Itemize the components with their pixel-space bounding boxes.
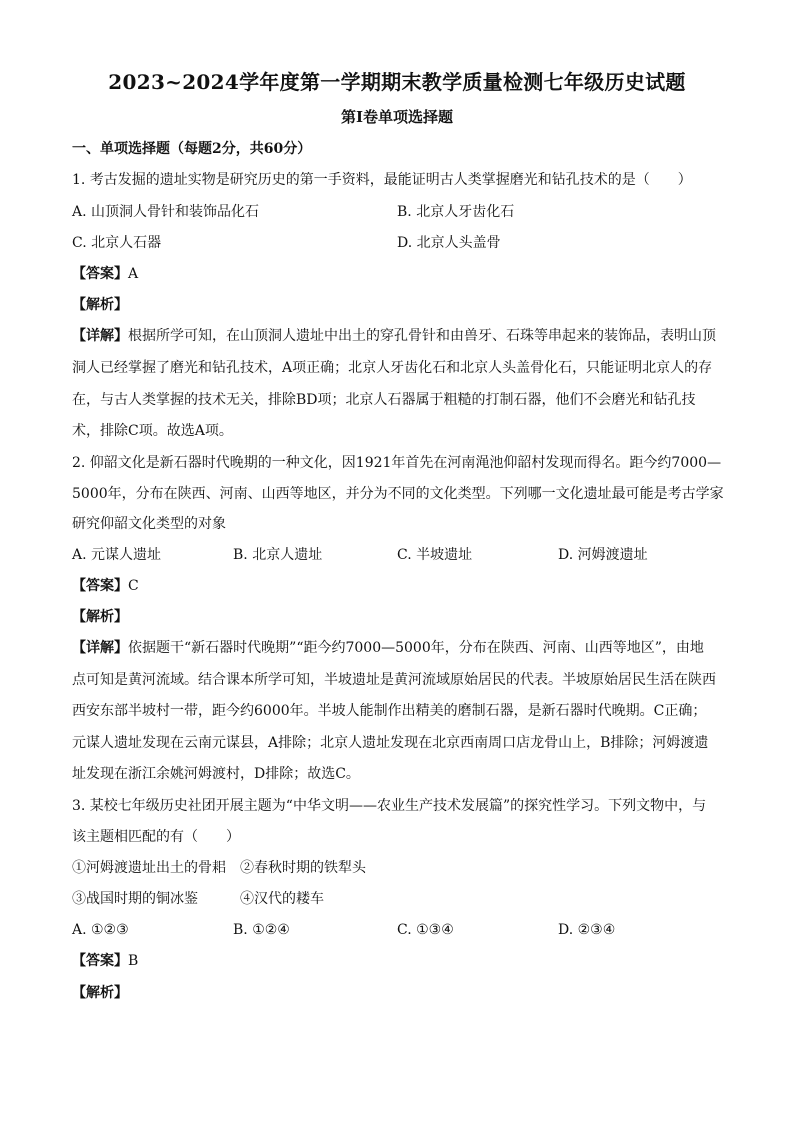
q1-option-d: D. 北京人头盖骨	[397, 235, 501, 251]
q3-items-line-2: ③战国时期的铜冰鉴 ④汉代的耧车	[72, 891, 324, 907]
q2-option-c: C. 半坡遗址	[397, 547, 473, 563]
question-3-stem-line-1: 3. 某校七年级历史社团开展主题为“中华文明——农业生产技术发展篇”的探究性学习。下列文物中，与	[72, 798, 707, 814]
q2-option-b: B. 北京人遗址	[233, 547, 323, 563]
q3-option-d: D. ②③④	[558, 922, 616, 938]
page-title: 2023~2024学年度第一学期期末教学质量检测七年级历史试题	[108, 70, 686, 94]
q2-answer: 【答案】C	[72, 578, 139, 594]
q3-option-a: A. ①②③	[72, 922, 129, 938]
q3-analysis-label: 【解析】	[72, 985, 128, 1001]
question-2-stem-line-2: 5000年，分布在陕西、河南、山西等地区，并分为不同的文化类型。下列哪一文化遗址最可能是考古学家	[72, 486, 724, 502]
q2-option-d: D. 河姆渡遗址	[558, 547, 648, 563]
question-2-stem-line-1: 2. 仰韶文化是新石器时代晚期的一种文化，因1921年首先在河南渑池仰韶村发现而得名。距今约7000—	[72, 455, 722, 471]
q1-option-b: B. 北京人牙齿化石	[397, 204, 515, 220]
q1-option-a: A. 山顶洞人骨针和装饰品化石	[72, 204, 260, 220]
q2-analysis-label: 【解析】	[72, 609, 128, 625]
q3-option-c: C. ①③④	[397, 922, 454, 938]
q1-answer: 【答案】A	[72, 266, 139, 282]
q2-detail-line-4: 元谋人遗址发现在云南元谋县，A排除；北京人遗址发现在北京西南周口店龙骨山上，B排除；河姆渡遗	[72, 735, 709, 751]
q2-detail-line-2: 点可知是黄河流域。结合课本所学可知，半坡遗址是黄河流域原始居民的代表。半坡原始居民生活在陕西	[72, 672, 716, 688]
q3-items-line-1: ①河姆渡遗址出土的骨耜 ②春秋时期的铁犁头	[72, 860, 366, 876]
q1-detail-line-2: 洞人已经掌握了磨光和钻孔技术，A项正确；北京人牙齿化石和北京人头盖骨化石，只能证明北京人的存	[72, 360, 713, 376]
q2-detail-line-5: 址发现在浙江余姚河姆渡村，D排除；故选C。	[72, 766, 360, 782]
q1-detail-line-3: 在，与古人类掌握的技术无关，排除BD项；北京人石器属于粗糙的打制石器，他们不会磨光和钻孔技	[72, 392, 696, 408]
q2-option-a: A. 元谋人遗址	[72, 547, 162, 563]
part-heading: 一、单项选择题（每题2分，共60分）	[72, 141, 312, 157]
q2-detail-line-3: 西安东部半坡村一带，距今约6000年。半坡人能制作出精美的磨制石器，是新石器时代晚期。C正确；	[72, 703, 707, 719]
q1-analysis-label: 【解析】	[72, 297, 128, 313]
q1-option-c: C. 北京人石器	[72, 235, 162, 251]
q2-detail-line-1: 【详解】依据题干“新石器时代晚期”“距今约7000—5000年，分布在陕西、河南、山西等地区”，由地	[72, 640, 704, 656]
q3-answer: 【答案】B	[72, 953, 139, 969]
question-2-stem-line-3: 研究仰韶文化类型的对象	[72, 516, 226, 532]
section-title: 第Ⅰ卷单项选择题	[340, 108, 454, 126]
q1-detail-line-1: 【详解】根据所学可知，在山顶洞人遗址中出土的穿孔骨针和由兽牙、石珠等串起来的装饰品，表明山顶	[72, 328, 716, 344]
question-1-stem: 1. 考古发掘的遗址实物是研究历史的第一手资料，最能证明古人类掌握磨光和钻孔技术的是（ ）	[72, 172, 692, 188]
q1-detail-line-4: 术，排除C项。故选A项。	[72, 423, 233, 439]
question-3-stem-line-2: 该主题相匹配的有（ ）	[72, 829, 240, 845]
q3-option-b: B. ①②④	[233, 922, 290, 938]
